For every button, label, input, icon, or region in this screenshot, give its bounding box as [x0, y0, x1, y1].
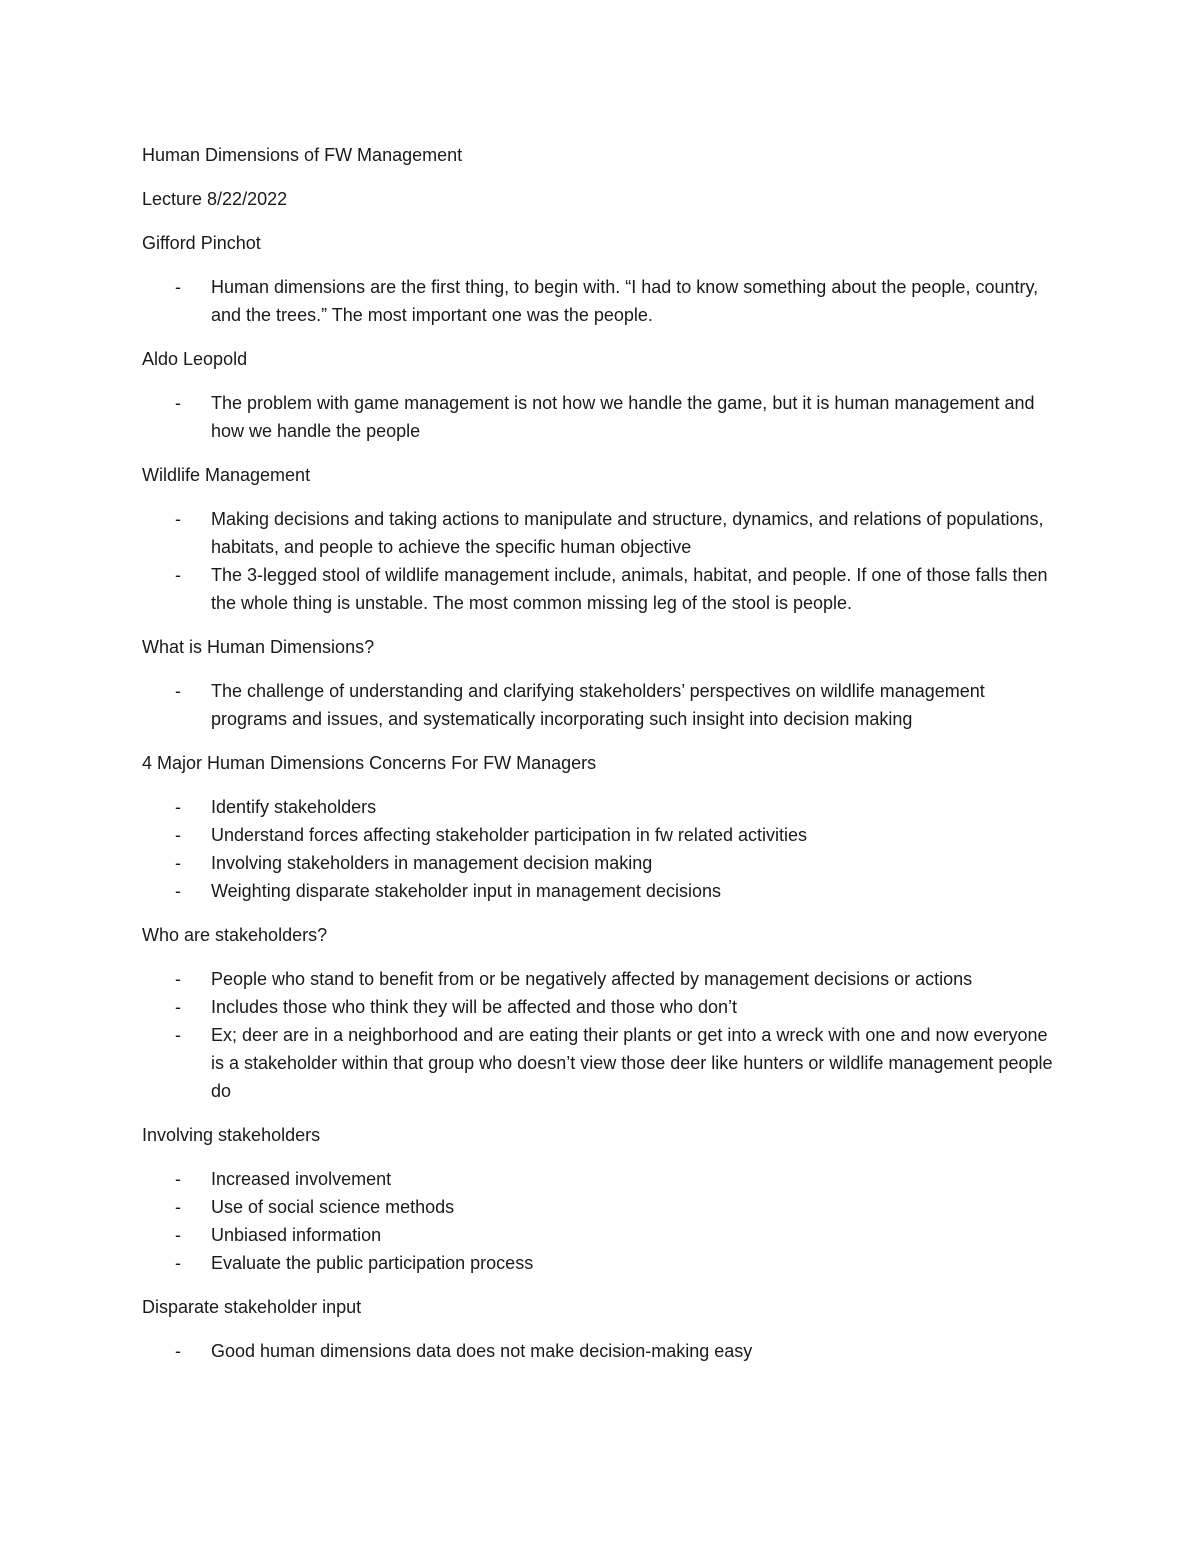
- notes-sections: [142, 229, 1057, 1365]
- bullet-list: [142, 965, 1057, 1105]
- bullet-text: Increased involvement: [211, 1169, 392, 1189]
- section-heading: Who are stakeholders?: [142, 925, 328, 945]
- bullet-item: [142, 273, 1057, 329]
- note-section: [142, 229, 1057, 329]
- dash-bullet-icon: -: [175, 509, 181, 529]
- bullet-list: [142, 1165, 1057, 1277]
- dash-bullet-icon: -: [175, 969, 181, 989]
- bullet-item: [142, 965, 1057, 993]
- bullet-text: Unbiased information: [211, 1225, 382, 1245]
- section-heading: 4 Major Human Dimensions Concerns For FW Managers: [142, 753, 597, 773]
- bullet-item: [142, 821, 1057, 849]
- dash-bullet-icon: -: [175, 825, 181, 845]
- bullet-item: [142, 561, 1057, 617]
- note-section: [142, 1121, 1057, 1277]
- bullet-text: The problem with game management is not how we handle the game, but it is human management and how we handle the people: [211, 393, 1035, 441]
- note-section: [142, 633, 1057, 733]
- bullet-text: Includes those who think they will be affected and those who don’t: [211, 997, 738, 1017]
- bullet-list: [142, 273, 1057, 329]
- bullet-text: Making decisions and taking actions to manipulate and structure, dynamics, and relations of populations, habitats, and people to achieve the specific human objective: [211, 509, 1044, 557]
- bullet-item: [142, 849, 1057, 877]
- bullet-list: [142, 793, 1057, 905]
- bullet-text: Identify stakeholders: [211, 797, 377, 817]
- bullet-text: Involving stakeholders in management decision making: [211, 853, 653, 873]
- bullet-item: [142, 389, 1057, 445]
- bullet-item: [142, 1249, 1057, 1277]
- bullet-item: [142, 1021, 1057, 1105]
- bullet-text: Human dimensions are the first thing, to begin with. “I had to know something about the people, country, and the trees.” The most important one was the people.: [211, 277, 1039, 325]
- document-title: Human Dimensions of FW Management: [142, 145, 463, 165]
- bullet-item: [142, 505, 1057, 561]
- bullet-text: Ex; deer are in a neighborhood and are eating their plants or get into a wreck with one and now everyone is a stakeholder within that group who doesn’t view those deer like hunters or wildlife management people do: [211, 1025, 1053, 1101]
- section-heading: Aldo Leopold: [142, 349, 248, 369]
- bullet-item: [142, 877, 1057, 905]
- dash-bullet-icon: -: [175, 1169, 181, 1189]
- section-heading: What is Human Dimensions?: [142, 637, 375, 657]
- dash-bullet-icon: -: [175, 1253, 181, 1273]
- dash-bullet-icon: -: [175, 797, 181, 817]
- bullet-text: The challenge of understanding and clarifying stakeholders’ perspectives on wildlife management programs and issues, and systematically incorporating such insight into decision making: [211, 681, 985, 729]
- bullet-item: [142, 1337, 1057, 1365]
- note-section: [142, 345, 1057, 445]
- bullet-text: Use of social science methods: [211, 1197, 455, 1217]
- dash-bullet-icon: -: [175, 1225, 181, 1245]
- note-section: [142, 749, 1057, 905]
- dash-bullet-icon: -: [175, 681, 181, 701]
- section-heading: Wildlife Management: [142, 465, 311, 485]
- bullet-item: [142, 1193, 1057, 1221]
- note-section: [142, 461, 1057, 617]
- bullet-list: [142, 389, 1057, 445]
- lecture-date: Lecture 8/22/2022: [142, 189, 288, 209]
- bullet-item: [142, 793, 1057, 821]
- dash-bullet-icon: -: [175, 881, 181, 901]
- dash-bullet-icon: -: [175, 1025, 181, 1045]
- bullet-text: Good human dimensions data does not make decision-making easy: [211, 1341, 753, 1361]
- dash-bullet-icon: -: [175, 853, 181, 873]
- bullet-list: [142, 505, 1057, 617]
- dash-bullet-icon: -: [175, 1341, 181, 1361]
- document-body: [142, 141, 1057, 1381]
- bullet-item: [142, 1165, 1057, 1193]
- dash-bullet-icon: -: [175, 393, 181, 413]
- note-section: [142, 921, 1057, 1105]
- section-heading: Gifford Pinchot: [142, 233, 261, 253]
- bullet-list: [142, 677, 1057, 733]
- bullet-item: [142, 677, 1057, 733]
- bullet-list: [142, 1337, 1057, 1365]
- section-heading: Involving stakeholders: [142, 1125, 321, 1145]
- dash-bullet-icon: -: [175, 277, 181, 297]
- dash-bullet-icon: -: [175, 1197, 181, 1217]
- section-heading: Disparate stakeholder input: [142, 1297, 362, 1317]
- bullet-text: The 3-legged stool of wildlife management include, animals, habitat, and people. If one of those falls then the whole thing is unstable. The most common missing leg of the stool is people.: [211, 565, 1048, 613]
- note-section: [142, 1293, 1057, 1365]
- bullet-text: Weighting disparate stakeholder input in management decisions: [211, 881, 721, 901]
- bullet-text: People who stand to benefit from or be negatively affected by management decisions or actions: [211, 969, 973, 989]
- dash-bullet-icon: -: [175, 997, 181, 1017]
- bullet-item: [142, 1221, 1057, 1249]
- dash-bullet-icon: -: [175, 565, 181, 585]
- bullet-text: Understand forces affecting stakeholder participation in fw related activities: [211, 825, 807, 845]
- bullet-text: Evaluate the public participation process: [211, 1253, 534, 1273]
- bullet-item: [142, 993, 1057, 1021]
